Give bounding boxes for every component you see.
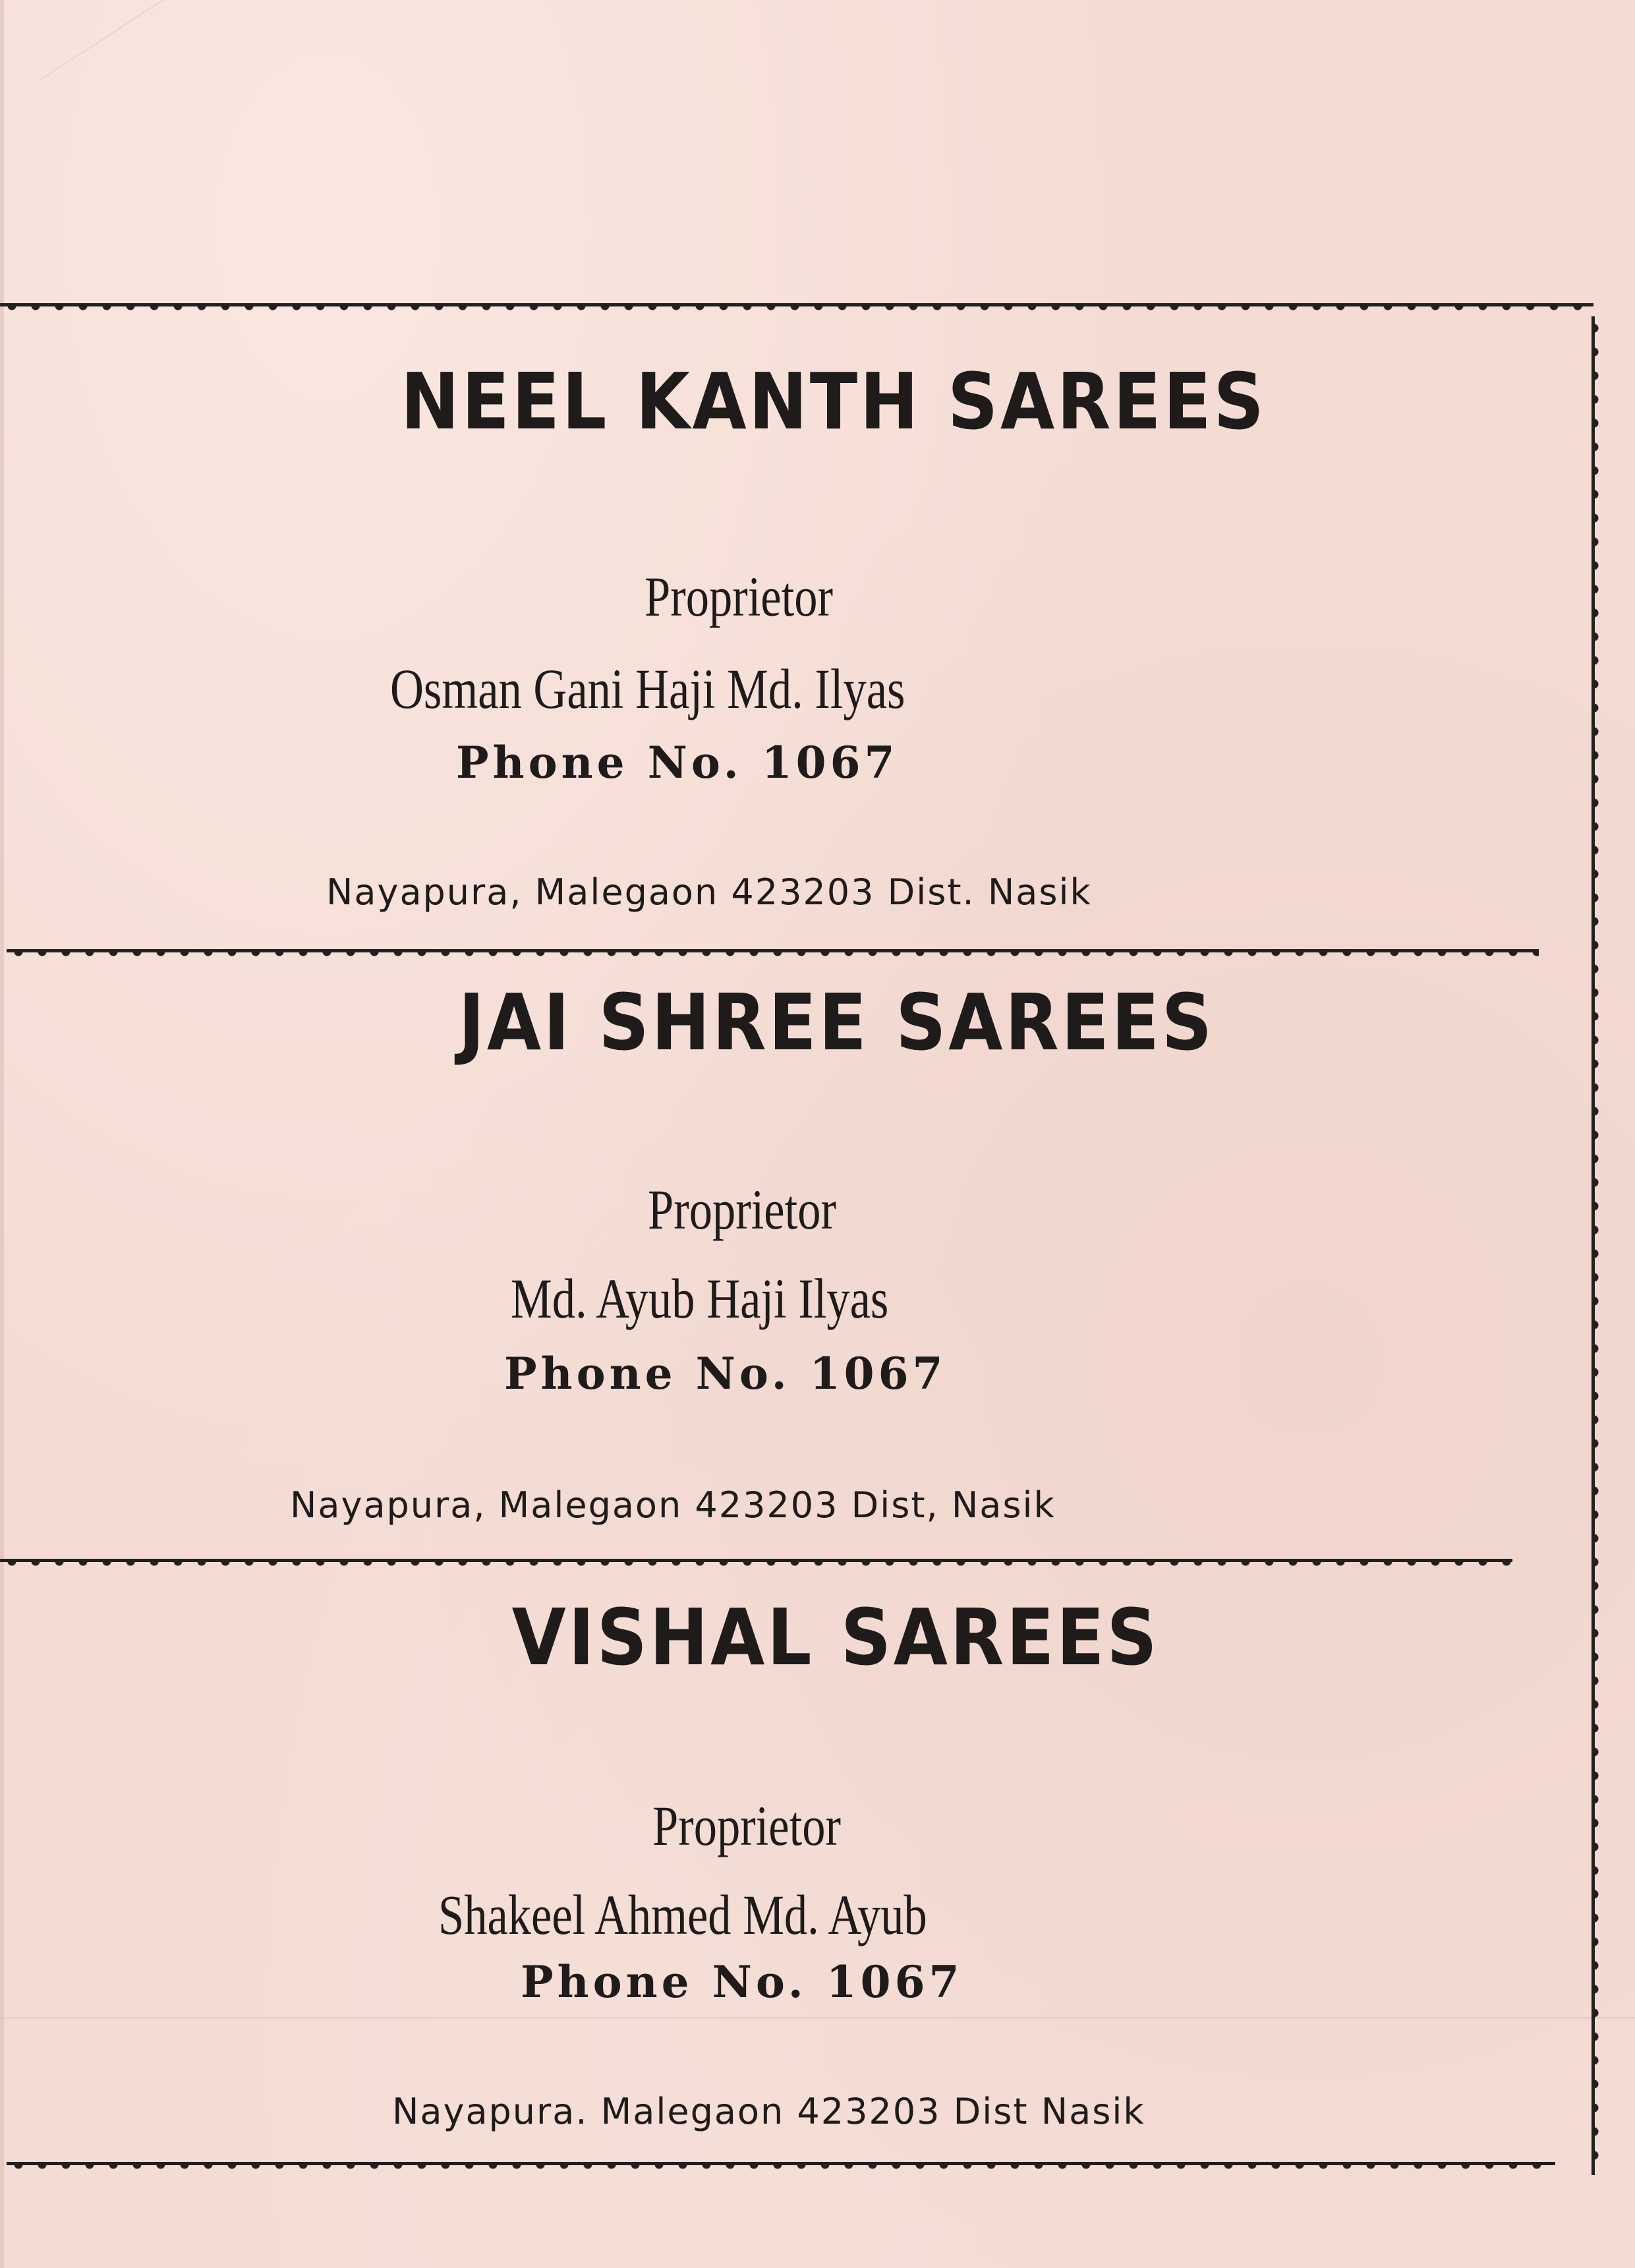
proprietor-label: Proprietor: [645, 565, 833, 628]
shop-name: NEEL KANTH SAREES: [400, 356, 1267, 447]
paper-crease-horizontal: [0, 2017, 1635, 2019]
proprietor-name: Md. Ayub Haji Ilyas: [511, 1267, 889, 1330]
proprietor-label: Proprietor: [648, 1178, 836, 1241]
paper-crease-left: [0, 0, 4, 2268]
decorative-rule-bottom: [7, 2162, 1555, 2171]
shop-name: VISHAL SAREES: [511, 1592, 1160, 1683]
proprietor-label: Proprietor: [652, 1794, 841, 1857]
phone-number: Phone No. 1067: [504, 1348, 947, 1399]
decorative-rule-right: [1592, 316, 1602, 2175]
phone-number: Phone No. 1067: [521, 1956, 963, 2008]
proprietor-name: Osman Gani Haji Md. Ilyas: [390, 657, 905, 720]
decorative-rule-top: [0, 303, 1593, 312]
phone-number: Phone No. 1067: [456, 737, 899, 788]
proprietor-name: Shakeel Ahmed Md. Ayub: [438, 1883, 927, 1946]
paper-crease-diagonal: [40, 0, 538, 81]
shop-name: JAI SHREE SAREES: [458, 977, 1215, 1068]
decorative-rule-divider-2: [0, 1559, 1512, 1568]
address: Nayapura, Malegaon 423203 Dist. Nasik: [326, 871, 1092, 913]
address: Nayapura. Malegaon 423203 Dist Nasik: [392, 2091, 1145, 2132]
address: Nayapura, Malegaon 423203 Dist, Nasik: [290, 1484, 1056, 1526]
decorative-rule-divider-1: [7, 949, 1539, 958]
